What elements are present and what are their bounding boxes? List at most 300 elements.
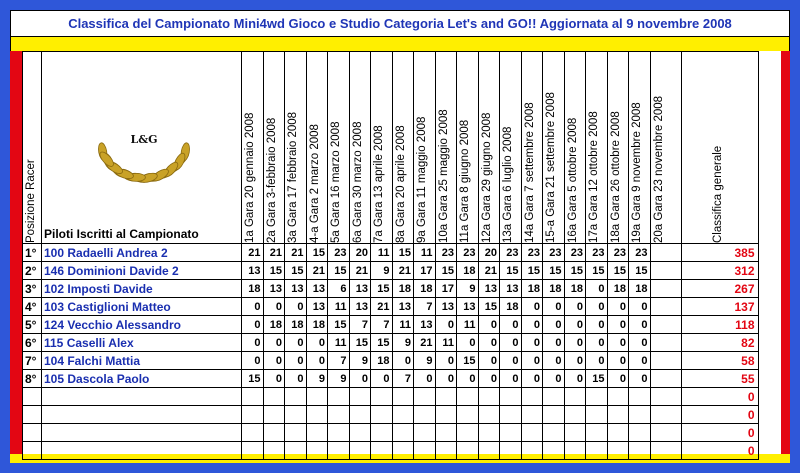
score-cell: [285, 442, 307, 460]
header-race-3: [285, 52, 307, 244]
score-cell: 0: [500, 352, 522, 370]
standings-table: [22, 51, 759, 460]
score-cell: 0: [607, 352, 629, 370]
score-cell: 0: [500, 334, 522, 352]
table-row: [23, 370, 759, 388]
score-cell: [435, 442, 457, 460]
race-label: 16a Gara 5 ottobre 2008: [566, 117, 579, 243]
score-cell: 0: [543, 352, 565, 370]
score-cell: 11: [435, 334, 457, 352]
score-cell: 18: [457, 262, 479, 280]
score-cell: [650, 424, 681, 442]
score-cell: [414, 424, 436, 442]
score-cell: 0: [478, 334, 500, 352]
score-cell: 17: [414, 262, 436, 280]
score-cell: 0: [435, 370, 457, 388]
score-cell: 15: [457, 352, 479, 370]
position-cell: 2°: [23, 262, 42, 280]
race-label: 6a Gara 30 marzo 2008: [351, 121, 364, 243]
score-cell: [650, 262, 681, 280]
header-race-7: [371, 52, 393, 244]
score-cell: 0: [586, 352, 608, 370]
score-cell: 0: [564, 334, 586, 352]
score-cell: 0: [478, 370, 500, 388]
race-label: 19a Gara 9 novembre 2008: [631, 102, 643, 243]
header-race-9: [414, 52, 436, 244]
score-cell: [650, 352, 681, 370]
score-cell: [521, 388, 543, 406]
score-cell: [306, 388, 328, 406]
score-cell: [607, 424, 629, 442]
total-cell: 118: [681, 316, 758, 334]
total-cell: 267: [681, 280, 758, 298]
score-cell: 0: [543, 298, 565, 316]
score-cell: 0: [607, 370, 629, 388]
score-cell: [457, 442, 479, 460]
score-cell: 23: [629, 244, 651, 262]
score-cell: 15: [349, 334, 371, 352]
score-cell: 9: [328, 370, 350, 388]
table-row: [23, 334, 759, 352]
score-cell: 0: [263, 334, 285, 352]
pilot-name-cell: 102 Imposti Davide: [42, 280, 242, 298]
score-cell: 17: [435, 280, 457, 298]
score-cell: [543, 424, 565, 442]
score-cell: [285, 424, 307, 442]
score-cell: 11: [457, 316, 479, 334]
score-cell: 6: [328, 280, 350, 298]
race-label: 7a Gara 13 aprile 2008: [373, 125, 385, 243]
header-race-13: [500, 52, 522, 244]
score-cell: 21: [242, 244, 264, 262]
pilot-name-cell: [42, 442, 242, 460]
score-cell: [328, 424, 350, 442]
score-cell: 18: [521, 280, 543, 298]
score-cell: [371, 442, 393, 460]
score-cell: 0: [371, 370, 393, 388]
total-cell: 0: [681, 442, 758, 460]
score-cell: 0: [263, 352, 285, 370]
score-cell: 0: [414, 370, 436, 388]
score-cell: 23: [500, 244, 522, 262]
score-cell: 13: [306, 298, 328, 316]
position-cell: 6°: [23, 334, 42, 352]
total-cell: 55: [681, 370, 758, 388]
red-band-right: [781, 51, 790, 454]
score-cell: [650, 280, 681, 298]
score-cell: [629, 406, 651, 424]
score-cell: 15: [478, 298, 500, 316]
score-cell: [564, 388, 586, 406]
score-cell: 13: [414, 316, 436, 334]
score-cell: 0: [242, 316, 264, 334]
header-total: [681, 52, 758, 244]
score-cell: 15: [392, 244, 414, 262]
score-cell: 18: [564, 280, 586, 298]
page-title: Classifica del Campionato Mini4wd Gioco e Studio Categoria Let's and GO!! Aggiornata al 9 novembre 2008: [68, 16, 732, 31]
score-cell: 18: [371, 352, 393, 370]
score-cell: [392, 424, 414, 442]
table-row: [23, 352, 759, 370]
score-cell: 11: [328, 334, 350, 352]
score-cell: [586, 406, 608, 424]
pilot-name-cell: 115 Caselli Alex: [42, 334, 242, 352]
score-cell: [543, 406, 565, 424]
score-cell: 18: [306, 316, 328, 334]
score-cell: [500, 424, 522, 442]
position-cell: [23, 442, 42, 460]
header-pilots-label: Piloti Iscritti al Campionato: [44, 227, 199, 241]
score-cell: 7: [371, 316, 393, 334]
score-cell: 13: [263, 280, 285, 298]
race-label: 18a Gara 26 ottobre 2008: [609, 111, 622, 243]
score-cell: [500, 442, 522, 460]
pilot-name-cell: [42, 424, 242, 442]
score-cell: 13: [457, 298, 479, 316]
laurel-wreath-icon: [84, 86, 204, 186]
header-race-12: [478, 52, 500, 244]
score-cell: [349, 406, 371, 424]
score-cell: 15: [371, 280, 393, 298]
score-cell: 0: [521, 370, 543, 388]
score-cell: [500, 406, 522, 424]
score-cell: [285, 406, 307, 424]
score-cell: 0: [586, 316, 608, 334]
header-race-17: [586, 52, 608, 244]
score-cell: [392, 442, 414, 460]
score-cell: [371, 406, 393, 424]
score-cell: [521, 424, 543, 442]
score-cell: 0: [500, 316, 522, 334]
score-cell: [543, 388, 565, 406]
header-race-19: [629, 52, 651, 244]
race-label: 5a Gara 16 marzo 2008: [330, 121, 342, 243]
total-cell: 0: [681, 424, 758, 442]
score-cell: [242, 424, 264, 442]
score-cell: [263, 424, 285, 442]
pilot-name-cell: [42, 406, 242, 424]
header-race-15: [543, 52, 565, 244]
header-row: [23, 52, 759, 244]
score-cell: 15: [586, 370, 608, 388]
score-cell: 13: [306, 280, 328, 298]
score-cell: 0: [543, 370, 565, 388]
race-label: 20a Gara 23 novembre 2008: [652, 95, 665, 243]
score-cell: 15: [242, 370, 264, 388]
score-cell: 0: [521, 316, 543, 334]
score-cell: [414, 406, 436, 424]
score-cell: [650, 406, 681, 424]
table-row: [23, 316, 759, 334]
score-cell: 0: [478, 352, 500, 370]
score-cell: 0: [564, 298, 586, 316]
score-cell: 15: [285, 262, 307, 280]
score-cell: [586, 388, 608, 406]
score-cell: [371, 424, 393, 442]
score-cell: [650, 244, 681, 262]
score-cell: [263, 406, 285, 424]
score-cell: 15: [328, 316, 350, 334]
score-cell: 23: [607, 244, 629, 262]
score-cell: 0: [607, 334, 629, 352]
score-cell: [478, 406, 500, 424]
score-cell: 0: [435, 316, 457, 334]
score-cell: [349, 388, 371, 406]
standings-body: [23, 244, 759, 460]
table-row: [23, 424, 759, 442]
score-cell: [306, 442, 328, 460]
score-cell: 13: [285, 280, 307, 298]
score-cell: [306, 424, 328, 442]
score-cell: 9: [306, 370, 328, 388]
standings-sheet: [22, 51, 781, 458]
score-cell: [263, 388, 285, 406]
table-row: [23, 406, 759, 424]
score-cell: 9: [371, 262, 393, 280]
score-cell: [457, 388, 479, 406]
score-cell: [629, 388, 651, 406]
score-cell: 0: [521, 298, 543, 316]
score-cell: [650, 298, 681, 316]
header-race-1: [242, 52, 264, 244]
score-cell: 18: [242, 280, 264, 298]
score-cell: [328, 406, 350, 424]
score-cell: [414, 442, 436, 460]
score-cell: 9: [349, 352, 371, 370]
score-cell: 15: [607, 262, 629, 280]
score-cell: 0: [629, 316, 651, 334]
score-cell: 23: [457, 244, 479, 262]
score-cell: 21: [306, 262, 328, 280]
score-cell: 0: [306, 334, 328, 352]
score-cell: 0: [263, 370, 285, 388]
score-cell: 18: [392, 280, 414, 298]
score-cell: 0: [586, 280, 608, 298]
score-cell: [521, 442, 543, 460]
score-cell: 21: [478, 262, 500, 280]
score-cell: 0: [564, 370, 586, 388]
score-cell: 0: [306, 352, 328, 370]
score-cell: 0: [543, 316, 565, 334]
header-race-6: [349, 52, 371, 244]
score-cell: [650, 370, 681, 388]
header-race-16: [564, 52, 586, 244]
table-row: [23, 298, 759, 316]
red-band-left: [10, 51, 22, 454]
score-cell: [629, 424, 651, 442]
score-cell: [650, 334, 681, 352]
score-cell: [435, 406, 457, 424]
score-cell: 0: [607, 298, 629, 316]
score-cell: 13: [349, 280, 371, 298]
race-label: 9a Gara 11 maggio 2008: [416, 116, 428, 243]
score-cell: 0: [629, 352, 651, 370]
score-cell: 9: [414, 352, 436, 370]
header-race-2: [263, 52, 285, 244]
score-cell: [414, 388, 436, 406]
yellow-band-top: [10, 37, 790, 51]
pilot-name-cell: 104 Falchi Mattia: [42, 352, 242, 370]
pilot-name-cell: 100 Radaelli Andrea 2: [42, 244, 242, 262]
score-cell: 0: [543, 334, 565, 352]
score-cell: [435, 388, 457, 406]
table-row: [23, 388, 759, 406]
table-row: [23, 244, 759, 262]
score-cell: 0: [242, 352, 264, 370]
race-label: 17a Gara 12 ottobre 2008: [588, 111, 600, 243]
race-label: 2a Gara 3-febbraio 2008: [265, 117, 278, 243]
race-label: 8a Gara 20 aprile 2008: [394, 125, 407, 243]
score-cell: 11: [328, 298, 350, 316]
score-cell: [607, 406, 629, 424]
position-cell: [23, 424, 42, 442]
score-cell: [629, 442, 651, 460]
position-cell: 5°: [23, 316, 42, 334]
score-cell: [478, 424, 500, 442]
score-cell: [349, 424, 371, 442]
race-label: 4-a Gara 2 marzo 2008: [308, 124, 321, 243]
score-cell: [457, 406, 479, 424]
score-cell: 9: [392, 334, 414, 352]
header-total-label: Classifica generale: [711, 145, 724, 243]
score-cell: 0: [564, 316, 586, 334]
score-cell: 15: [435, 262, 457, 280]
score-cell: 15: [543, 262, 565, 280]
score-cell: [564, 424, 586, 442]
table-row: [23, 442, 759, 460]
score-cell: 0: [500, 370, 522, 388]
score-cell: [349, 442, 371, 460]
score-cell: 0: [564, 352, 586, 370]
score-cell: 13: [435, 298, 457, 316]
race-label: 14a Gara 7 settembre 2008: [523, 102, 536, 243]
score-cell: [543, 442, 565, 460]
score-cell: [435, 424, 457, 442]
score-cell: 0: [457, 370, 479, 388]
score-cell: 21: [392, 262, 414, 280]
score-cell: [285, 388, 307, 406]
score-cell: 11: [371, 244, 393, 262]
score-cell: 0: [521, 352, 543, 370]
race-label: 3a Gara 17 febbraio 2008: [287, 111, 299, 243]
score-cell: 0: [242, 298, 264, 316]
position-cell: [23, 388, 42, 406]
score-cell: 0: [242, 334, 264, 352]
score-cell: [607, 388, 629, 406]
score-cell: 0: [285, 352, 307, 370]
score-cell: 0: [285, 298, 307, 316]
score-cell: [607, 442, 629, 460]
score-cell: 21: [371, 298, 393, 316]
score-cell: 9: [457, 280, 479, 298]
score-cell: 0: [586, 334, 608, 352]
score-cell: 13: [349, 298, 371, 316]
score-cell: 0: [435, 352, 457, 370]
position-cell: [23, 406, 42, 424]
score-cell: 15: [629, 262, 651, 280]
score-cell: 18: [629, 280, 651, 298]
score-cell: 23: [521, 244, 543, 262]
score-cell: 18: [607, 280, 629, 298]
total-cell: 137: [681, 298, 758, 316]
score-cell: 0: [607, 316, 629, 334]
score-cell: 7: [392, 370, 414, 388]
score-cell: 15: [500, 262, 522, 280]
table-row: [23, 262, 759, 280]
score-cell: 0: [285, 370, 307, 388]
header-position: [23, 52, 42, 244]
score-cell: [564, 406, 586, 424]
score-cell: [263, 442, 285, 460]
header-race-10: [435, 52, 457, 244]
position-cell: 8°: [23, 370, 42, 388]
score-cell: 11: [414, 244, 436, 262]
logo-text: L&G: [130, 133, 158, 146]
score-cell: 15: [263, 262, 285, 280]
title-bar: [10, 10, 790, 37]
score-cell: 18: [414, 280, 436, 298]
score-cell: [306, 406, 328, 424]
score-cell: 0: [478, 316, 500, 334]
score-cell: [650, 442, 681, 460]
position-cell: 4°: [23, 298, 42, 316]
header-race-18: [607, 52, 629, 244]
score-cell: [392, 388, 414, 406]
score-cell: 18: [285, 316, 307, 334]
score-cell: [500, 388, 522, 406]
pilot-name-cell: 146 Dominioni Davide 2: [42, 262, 242, 280]
score-cell: 0: [263, 298, 285, 316]
score-cell: 0: [629, 370, 651, 388]
race-label: 1a Gara 20 gennaio 2008: [244, 112, 256, 243]
header-race-8: [392, 52, 414, 244]
score-cell: 0: [629, 334, 651, 352]
score-cell: [586, 442, 608, 460]
pilot-name-cell: 103 Castiglioni Matteo: [42, 298, 242, 316]
race-label: 12a Gara 29 giugno 2008: [480, 112, 493, 243]
score-cell: [328, 388, 350, 406]
score-cell: [650, 316, 681, 334]
score-cell: 23: [543, 244, 565, 262]
score-cell: 21: [414, 334, 436, 352]
score-cell: [478, 388, 500, 406]
score-cell: [457, 424, 479, 442]
score-cell: [242, 442, 264, 460]
total-cell: 82: [681, 334, 758, 352]
pilot-name-cell: 124 Vecchio Alessandro: [42, 316, 242, 334]
score-cell: 0: [457, 334, 479, 352]
total-cell: 0: [681, 406, 758, 424]
race-label: 13a Gara 6 luglio 2008: [502, 126, 514, 243]
total-cell: 58: [681, 352, 758, 370]
score-cell: 15: [328, 262, 350, 280]
score-cell: 18: [500, 298, 522, 316]
score-cell: 23: [586, 244, 608, 262]
score-cell: [564, 442, 586, 460]
score-cell: [242, 388, 264, 406]
header-race-20: [650, 52, 681, 244]
score-cell: 0: [285, 334, 307, 352]
score-cell: 0: [392, 352, 414, 370]
score-cell: 18: [263, 316, 285, 334]
score-cell: [328, 442, 350, 460]
score-cell: [521, 406, 543, 424]
score-cell: 20: [349, 244, 371, 262]
score-cell: 21: [285, 244, 307, 262]
score-cell: 7: [414, 298, 436, 316]
score-cell: 7: [328, 352, 350, 370]
table-row: [23, 280, 759, 298]
